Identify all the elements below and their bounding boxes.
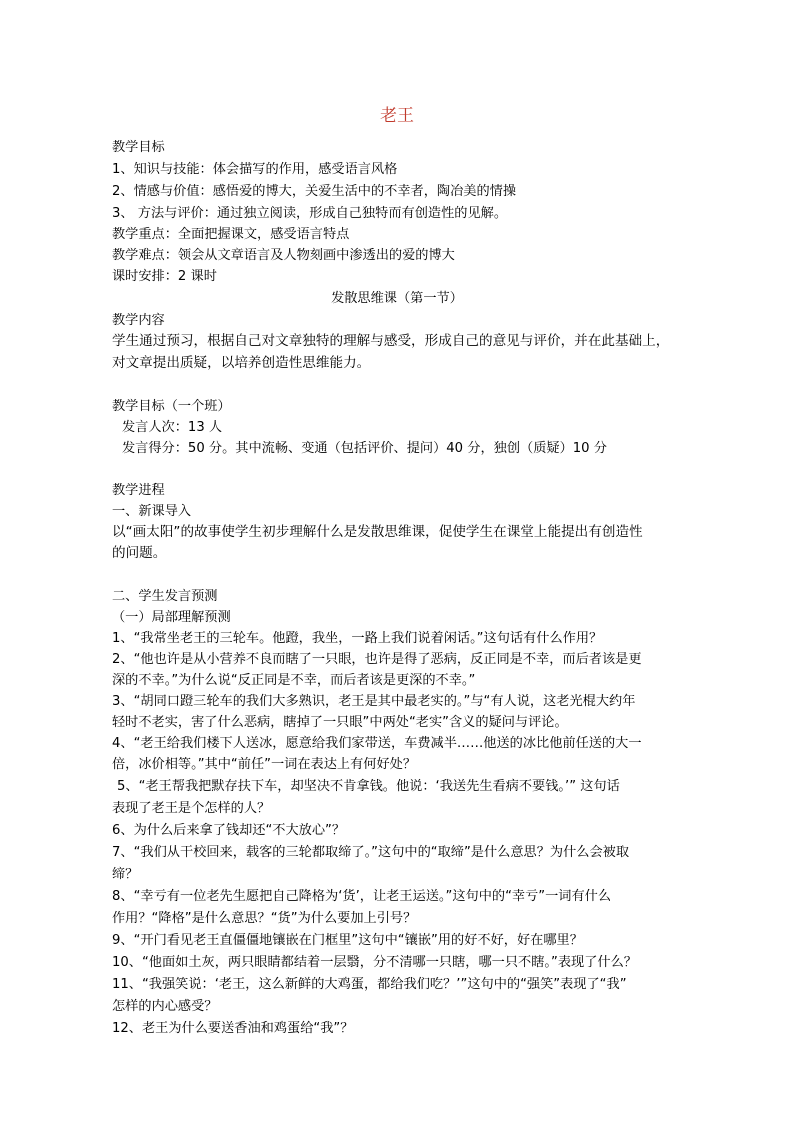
- section-subtitle: 发散思维课（第一节）: [331, 291, 463, 306]
- question-9: 9、“开门看见老王直僵僵地镶嵌在门框里”这句中“镶嵌”用的好不好，好在哪里？: [112, 933, 583, 948]
- heading-local-understanding: （一）局部理解预测: [112, 610, 231, 625]
- document-title: 老王: [380, 106, 414, 126]
- intro-paragraph-line-2: 的问题。: [112, 545, 167, 561]
- teaching-difficulty: 教学难点：领会从文章语言及人物刻画中渗透出的爱的博大: [112, 248, 455, 263]
- question-12: 12、老王为什么要送香油和鸡蛋给“我”？: [112, 1021, 354, 1036]
- heading-class-goals: 教学目标（一个班）: [112, 399, 231, 414]
- question-8-line-1: 8、“幸亏有一位老先生愿把自己降格为‘货’，让老王运送。”这句中的“幸亏”一词有什么: [112, 889, 612, 904]
- question-3-line-2: 轻时不老实，害了什么恶病，瞎掉了一只眼”中两处“老实”含义的疑问与评论。: [112, 715, 568, 730]
- question-10: 10、“他面如土灰，两只眼睛都结着一层翳，分不清哪一只瞎，哪一只不瞎。”表现了什么？: [112, 955, 637, 970]
- class-hours: 课时安排：2 课时: [112, 269, 217, 284]
- question-2-line-1: 2、“他也许是从小营养不良而瞎了一只眼，也许是得了恶病，反正同是不幸，而后者该是更: [112, 652, 642, 667]
- question-11-line-2: 怎样的内心感受？: [112, 999, 218, 1014]
- question-4-line-2: 倍，冰价相等。”其中“前任”一词在表达上有何好处？: [112, 757, 417, 772]
- content-paragraph-line-1: 学生通过预习，根据自己对文章独特的理解与感受，形成自己的意见与评价，并在此基础上，: [112, 333, 670, 349]
- goal-emotion: 2、情感与价值：感悟爱的博大，关爱生活中的不幸者，陶冶美的情操: [112, 184, 517, 199]
- teaching-focus: 教学重点：全面把握课文，感受语言特点: [112, 227, 350, 242]
- question-5-line-1: 5、“老王帮我把默存扶下车，却坚决不肯拿钱。他说：‘我送先生看病不要钱。’” 这句话: [117, 779, 620, 794]
- intro-paragraph-line-1: 以“画太阳”的故事使学生初步理解什么是发散思维课，促使学生在课堂上能提出有创造性: [112, 524, 643, 540]
- heading-new-lesson-intro: 一、新课导入: [112, 504, 192, 519]
- speaking-count: 发言人次：13 人: [122, 420, 223, 435]
- question-8-line-2: 作用？“降格”是什么意思？“货”为什么要加上引号？: [112, 911, 417, 926]
- heading-teaching-goals: 教学目标: [112, 140, 165, 155]
- question-2-line-2: 深的不幸。”为什么说“反正同是不幸，而后者该是更深的不幸。”: [112, 673, 476, 688]
- question-6: 6、为什么后来拿了钱却还“不大放心”？: [112, 823, 346, 838]
- question-4-line-1: 4、“老王给我们楼下人送冰，愿意给我们家带送，车费减半……他送的冰比他前任送的大一: [112, 736, 642, 751]
- question-5-line-2: 表现了老王是个怎样的人？: [112, 801, 271, 816]
- heading-teaching-content: 教学内容: [112, 313, 165, 328]
- goal-knowledge: 1、知识与技能：体会描写的作用，感受语言风格: [112, 162, 398, 177]
- speaking-score: 发言得分：50 分。其中流畅、变通（包括评价、提问）40 分，独创（质疑）10 分: [122, 441, 607, 456]
- question-7-line-2: 缔？: [112, 867, 139, 882]
- goal-method: 3、 方法与评价：通过独立阅读，形成自己独特而有创造性的见解。: [112, 206, 508, 221]
- content-paragraph-line-2: 对文章提出质疑，以培养创造性思维能力。: [112, 355, 371, 371]
- question-1: 1、“我常坐老王的三轮车。他蹬，我坐，一路上我们说着闲话。”这句话有什么作用？: [112, 631, 603, 646]
- heading-teaching-process: 教学进程: [112, 483, 165, 498]
- heading-student-prediction: 二、学生发言预测: [112, 589, 218, 604]
- question-7-line-1: 7、“我们从干校回来，载客的三轮都取缔了。”这句中的“取缔”是什么意思？为什么会被取: [112, 845, 630, 860]
- question-3-line-1: 3、“胡同口蹬三轮车的我们大多熟识，老王是其中最老实的。”与“有人说，这老光棍大约年: [112, 694, 636, 709]
- question-11-line-1: 11、“我强笑说：‘老王，这么新鲜的大鸡蛋，都给我们吃？’”这句中的“强笑”表现了“我”: [112, 977, 627, 992]
